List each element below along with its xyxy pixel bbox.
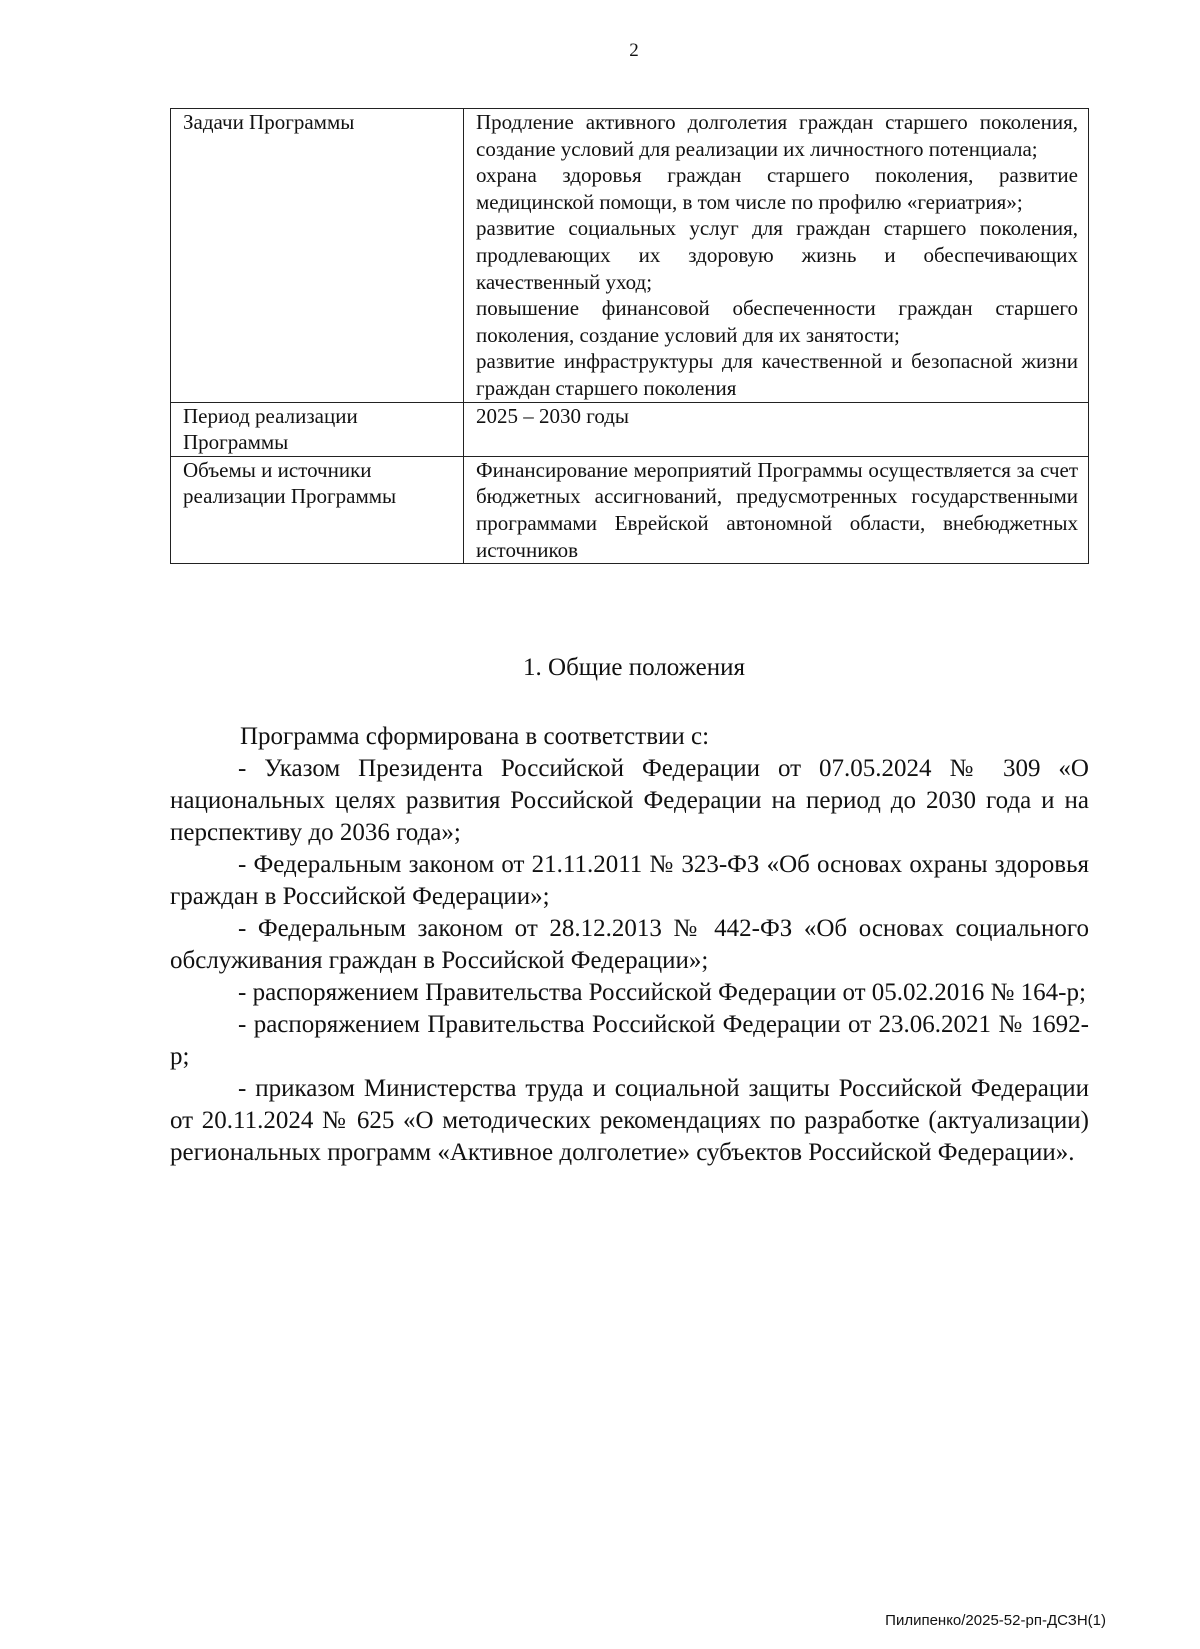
section-intro: Программа сформирована в соответствии с: <box>240 723 710 750</box>
table-row-period <box>171 402 1089 456</box>
row-label-tasks: Задачи Программы <box>171 109 464 403</box>
page-number: 2 <box>629 40 639 61</box>
legal-basis-item: - приказом Министерства труда и социальной защиты Российской Федерации от 20.11.2024 № 625 «О методических рекомендациях по разработке (актуализации) региональных программ «Активное долголетие» субъектов Российской Федерации». <box>170 1075 1089 1166</box>
period-value: 2025 – 2030 годы <box>476 403 630 428</box>
legal-basis-item: - Федеральным законом от 28.12.2013 № 442-ФЗ «Об основах социального обслуживания граждан в Российской Федерации»; <box>170 915 1089 974</box>
row-value-tasks <box>464 109 1089 403</box>
section-body <box>170 721 1089 1169</box>
task-item: развитие социальных услуг для граждан старшего поколения, продлевающих их здоровую жизнь и обеспечивающих качественный уход; <box>476 216 1078 294</box>
task-item: развитие инфраструктуры для качественной и безопасной жизни граждан старшего поколения <box>476 349 1078 400</box>
row-value-period <box>464 402 1089 456</box>
row-value-funding <box>464 456 1089 563</box>
program-passport-table <box>170 108 1089 564</box>
legal-basis-item: - Федеральным законом от 21.11.2011 № 323-ФЗ «Об основах охраны здоровья граждан в Российской Федерации»; <box>170 851 1089 910</box>
legal-basis-item: - распоряжением Правительства Российской Федерации от 23.06.2021 № 1692-р; <box>170 1011 1089 1070</box>
funding-value: Финансирование мероприятий Программы осуществляется за счет бюджетных ассигнований, предусмотренных государственными программами Еврейской автономной области, внебюджетных источников <box>476 457 1078 562</box>
legal-basis-item: - Указом Президента Российской Федерации от 07.05.2024 № 309 «О национальных целях развития Российской Федерации на период до 2030 года и на перспективу до 2036 года»; <box>170 755 1089 846</box>
document-reference: Пилипенко/2025-52-рп-ДСЗН(1) <box>885 1612 1106 1629</box>
table-row-funding <box>171 456 1089 563</box>
row-label-period: Период реализации Программы <box>171 402 464 456</box>
section-heading: 1. Общие положения <box>523 654 745 681</box>
task-item: охрана здоровья граждан старшего поколения, развитие медицинской помощи, в том числе по профилю «гериатрия»; <box>476 163 1078 214</box>
task-item: Продление активного долголетия граждан старшего поколения, создание условий для реализации их личностного потенциала; <box>476 110 1078 161</box>
legal-basis-item: - распоряжением Правительства Российской Федерации от 05.02.2016 № 164-р; <box>238 979 1086 1006</box>
task-item: повышение финансовой обеспеченности граждан старшего поколения, создание условий для их занятости; <box>476 296 1078 347</box>
row-label-funding: Объемы и источники реализации Программы <box>171 456 464 563</box>
table-row-tasks <box>171 109 1089 403</box>
